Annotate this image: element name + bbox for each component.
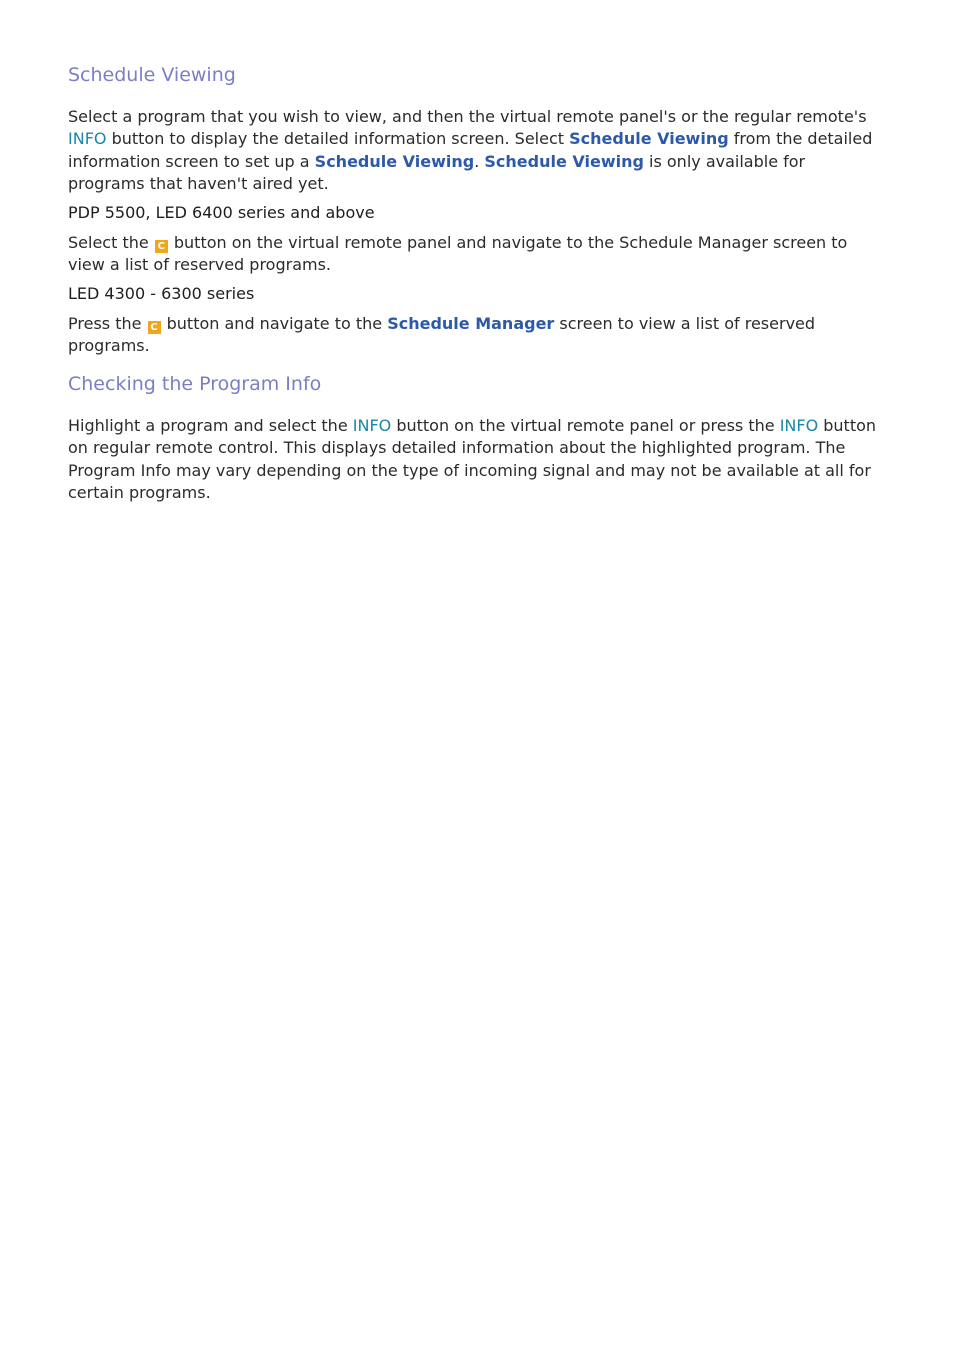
info-keyword: INFO — [68, 129, 107, 149]
text-segment: button on the virtual remote panel or press the — [391, 416, 780, 435]
text-segment: button and navigate to the — [161, 314, 388, 333]
text-segment: is only available for programs that haven't aired yet. — [68, 151, 806, 193]
info-keyword: INFO — [352, 416, 392, 435]
text-segment: button on the virtual remote panel and navigate to the Schedule Manager screen to view a list of reserved programs. — [68, 233, 848, 275]
schedule-viewing-link[interactable]: Schedule Viewing — [314, 151, 475, 171]
c-button-icon: C — [155, 240, 168, 253]
text-segment: . — [474, 151, 485, 171]
text-segment: from the detailed information screen to set up a — [68, 129, 873, 171]
text-segment: Select the — [68, 233, 154, 252]
info-keyword: INFO — [779, 416, 819, 435]
section-title-program-info: Checking the Program Info — [68, 373, 322, 395]
schedule-viewing-paragraph — [68, 106, 883, 195]
text-segment: Select a program that you wish to view, and then the virtual remote panel's or the regular remote's — [68, 107, 867, 126]
c-button-icon: C — [148, 321, 161, 334]
subheading-pdp-5500: PDP 5500, LED 6400 series and above — [68, 203, 375, 222]
text-segment: Press the — [68, 314, 147, 333]
text-segment: button to display the detailed information screen. Select — [106, 129, 570, 149]
text-segment: button on regular remote control. This displays detailed information about the highlighted program. The Program Info may vary depending on the type of incoming signal and may not be available at all for certain programs. — [68, 416, 877, 502]
schedule-viewing-link[interactable]: Schedule Viewing — [484, 151, 644, 171]
text-segment: Highlight a program and select the — [68, 416, 353, 435]
text-segment: screen to view a list of reserved programs. — [68, 314, 816, 356]
schedule-manager-link[interactable]: Schedule Manager — [387, 314, 555, 333]
subheading-led-4300: LED 4300 - 6300 series — [68, 284, 255, 303]
pdp-instructions-paragraph — [68, 232, 883, 277]
program-info-paragraph — [68, 415, 883, 504]
schedule-viewing-link[interactable]: Schedule Viewing — [569, 129, 729, 149]
led-instructions-paragraph — [68, 313, 883, 358]
section-title-schedule-viewing: Schedule Viewing — [68, 64, 236, 86]
